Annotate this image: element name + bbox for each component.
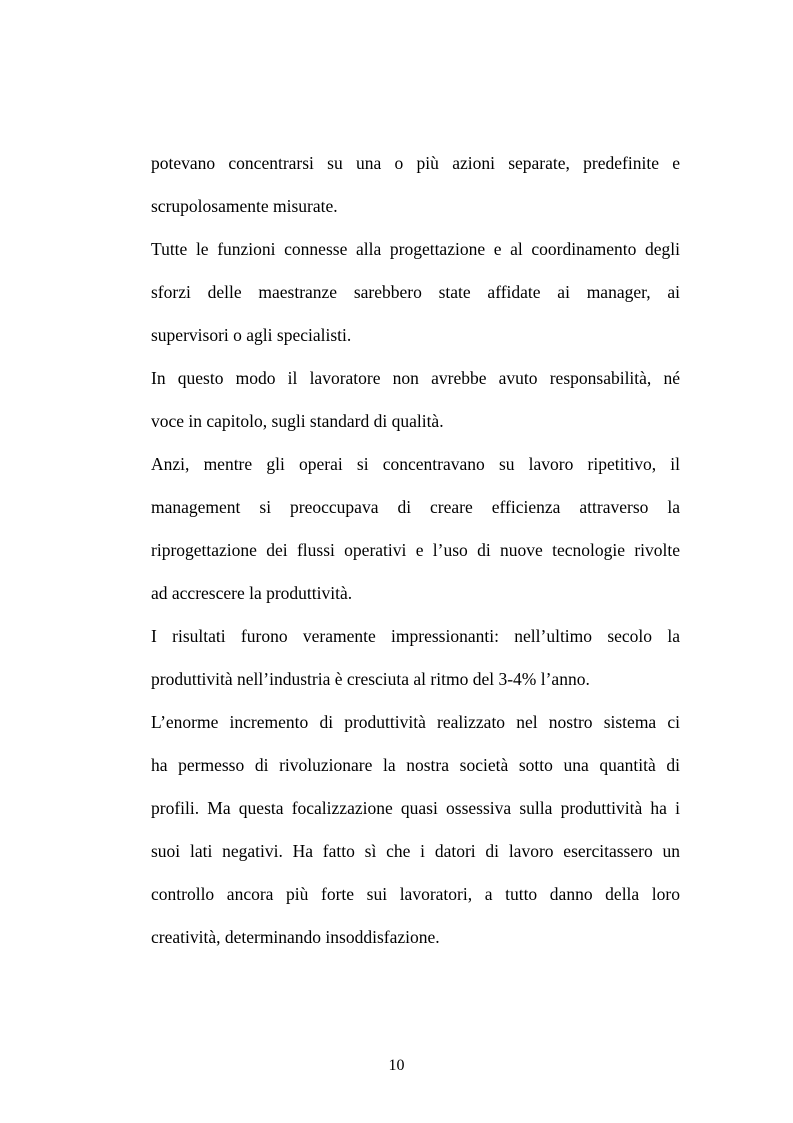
text-line: Anzi, mentre gli operai si concentravano su lavoro ripetitivo, il bbox=[151, 454, 680, 474]
body-text bbox=[151, 145, 680, 962]
text-line: sforzi delle maestranze sarebbero state affidate ai manager, ai bbox=[151, 282, 680, 302]
text-line: I risultati furono veramente impressionanti: nell’ultimo secolo la bbox=[151, 626, 680, 646]
text-line: voce in capitolo, sugli standard di qualità. bbox=[151, 411, 444, 431]
text-line: produttività nell’industria è cresciuta al ritmo del 3-4% l’anno. bbox=[151, 669, 590, 689]
text-line: suoi lati negativi. Ha fatto sì che i datori di lavoro esercitassero un bbox=[151, 841, 680, 861]
text-line: management si preoccupava di creare efficienza attraverso la bbox=[151, 497, 680, 517]
paragraph bbox=[151, 618, 680, 704]
paragraph bbox=[151, 231, 680, 360]
text-line: profili. Ma questa focalizzazione quasi ossessiva sulla produttività ha i bbox=[151, 798, 680, 818]
text-line: In questo modo il lavoratore non avrebbe avuto responsabilità, né bbox=[151, 368, 680, 388]
text-line: potevano concentrarsi su una o più azioni separate, predefinite e bbox=[151, 153, 680, 173]
paragraph bbox=[151, 446, 680, 618]
text-line: riprogettazione dei flussi operativi e l’uso di nuove tecnologie rivolte bbox=[151, 540, 680, 560]
text-line: ad accrescere la produttività. bbox=[151, 583, 353, 603]
paragraph bbox=[151, 704, 680, 962]
page-number: 10 bbox=[388, 1057, 405, 1074]
paragraph bbox=[151, 145, 680, 231]
text-line: supervisori o agli specialisti. bbox=[151, 325, 352, 345]
text-line: scrupolosamente misurate. bbox=[151, 196, 338, 216]
text-line: controllo ancora più forte sui lavoratori, a tutto danno della loro bbox=[151, 884, 680, 904]
text-line: Tutte le funzioni connesse alla progettazione e al coordinamento degli bbox=[151, 239, 680, 259]
text-line: L’enorme incremento di produttività realizzato nel nostro sistema ci bbox=[151, 712, 680, 732]
paragraph bbox=[151, 360, 680, 446]
text-line: ha permesso di rivoluzionare la nostra società sotto una quantità di bbox=[151, 755, 680, 775]
text-line: creatività, determinando insoddisfazione. bbox=[151, 927, 440, 947]
